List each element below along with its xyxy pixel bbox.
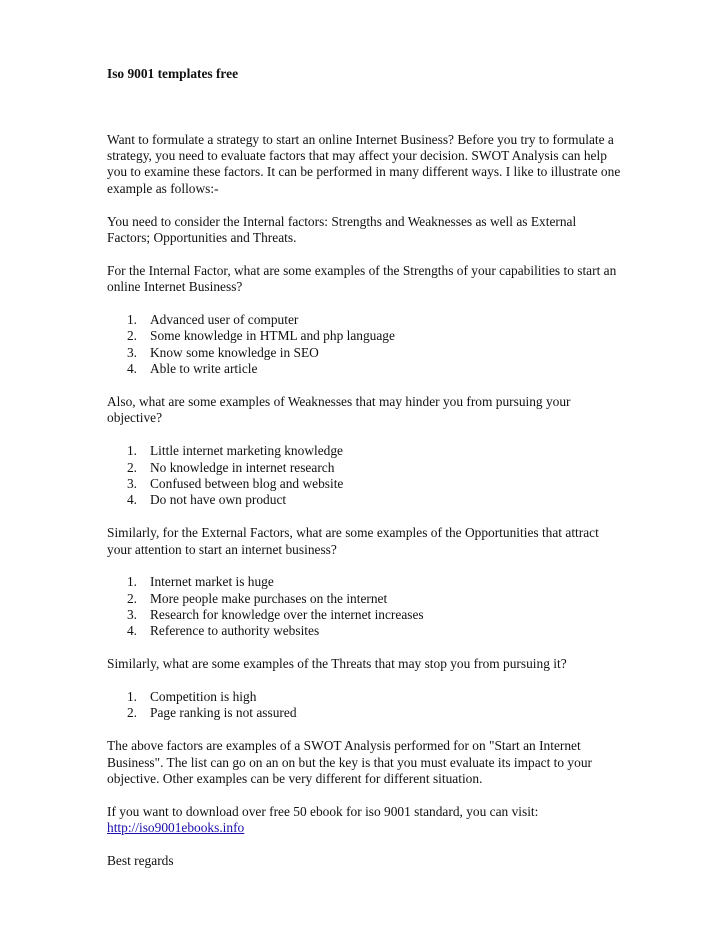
weaknesses-list (107, 443, 622, 509)
list-item (107, 345, 622, 361)
list-number: 3. (126, 344, 137, 360)
list-item (107, 492, 622, 508)
list-item-text: Do not have own product (150, 492, 287, 508)
list-item (107, 312, 622, 328)
list-number: 3. (126, 607, 137, 623)
list-item-text: Know some knowledge in SEO (150, 344, 319, 360)
list-item (107, 607, 622, 623)
list-item-text: Some knowledge in HTML and php language (150, 328, 395, 344)
list-number: 4. (126, 492, 137, 508)
list-number: 3. (126, 475, 137, 491)
list-item-text: Able to write article (150, 361, 258, 377)
list-number: 1. (126, 574, 137, 590)
list-number: 2. (126, 459, 137, 475)
list-item (107, 460, 622, 476)
list-item (107, 689, 622, 705)
list-item-text: Research for knowledge over the internet increases (150, 607, 424, 623)
opportunities-question: Similarly, for the External Factors, what are some examples of the Opportunities that attract your attention to start an internet business? (107, 525, 599, 557)
list-number: 2. (126, 705, 137, 721)
list-item-text: More people make purchases on the internet (150, 590, 388, 606)
weaknesses-question: Also, what are some examples of Weaknesses that may hinder you from pursuing your objective? (107, 393, 571, 426)
strengths-list (107, 312, 622, 378)
conclusion-paragraph: The above factors are examples of a SWOT Analysis performed for on "Start an Internet Business". The list can go on an on but the key is that you must evaluate its impact to your objective. Other examples can be very different for different situation. (107, 738, 592, 787)
list-item-text: Advanced user of computer (150, 312, 299, 327)
download-text: If you want to download over free 50 ebook for iso 9001 standard, you can visit: (107, 803, 539, 819)
list-item-text: Page ranking is not assured (150, 705, 297, 721)
list-item (107, 361, 622, 377)
threats-question: Similarly, what are some examples of the Threats that may stop you from pursuing it? (107, 656, 567, 672)
list-number: 4. (126, 361, 137, 377)
list-item-text: Internet market is huge (150, 574, 274, 590)
list-number: 4. (126, 623, 137, 639)
list-number: 2. (126, 328, 137, 344)
download-paragraph (107, 804, 622, 837)
list-item (107, 443, 622, 459)
threats-list (107, 689, 622, 722)
intro-paragraph: Want to formulate a strategy to start an online Internet Business? Before you try to formulate a strategy, you need to evaluate factors that may affect your decision. SWOT Analysis can help you to examine these factors. It can be performed in many different ways. I like to illustrate one example as follows:- (107, 131, 621, 196)
list-item (107, 705, 622, 721)
strengths-question: For the Internal Factor, what are some examples of the Strengths of your capabilities to start an online Internet Business? (107, 262, 617, 295)
list-item-text: Confused between blog and website (150, 475, 344, 491)
ebook-link[interactable]: http://iso9001ebooks.info (107, 820, 245, 836)
list-item-text: Competition is high (150, 689, 257, 705)
opportunities-list (107, 574, 622, 640)
list-number: 1. (126, 689, 137, 705)
list-item (107, 623, 622, 639)
list-number: 1. (126, 312, 137, 327)
list-item (107, 476, 622, 492)
list-item (107, 328, 622, 344)
list-number: 1. (126, 443, 137, 459)
list-item (107, 574, 622, 590)
list-item-text: Reference to authority websites (150, 623, 320, 639)
document-page (107, 66, 622, 869)
closing-text: Best regards (107, 853, 174, 869)
list-item-text: No knowledge in internet research (150, 459, 335, 475)
list-item-text: Little internet marketing knowledge (150, 443, 343, 459)
list-item (107, 591, 622, 607)
factors-paragraph: You need to consider the Internal factors: Strengths and Weaknesses as well as External Factors; Opportunities and Threats. (107, 213, 577, 245)
document-title: Iso 9001 templates free (107, 66, 239, 81)
list-number: 2. (126, 590, 137, 606)
